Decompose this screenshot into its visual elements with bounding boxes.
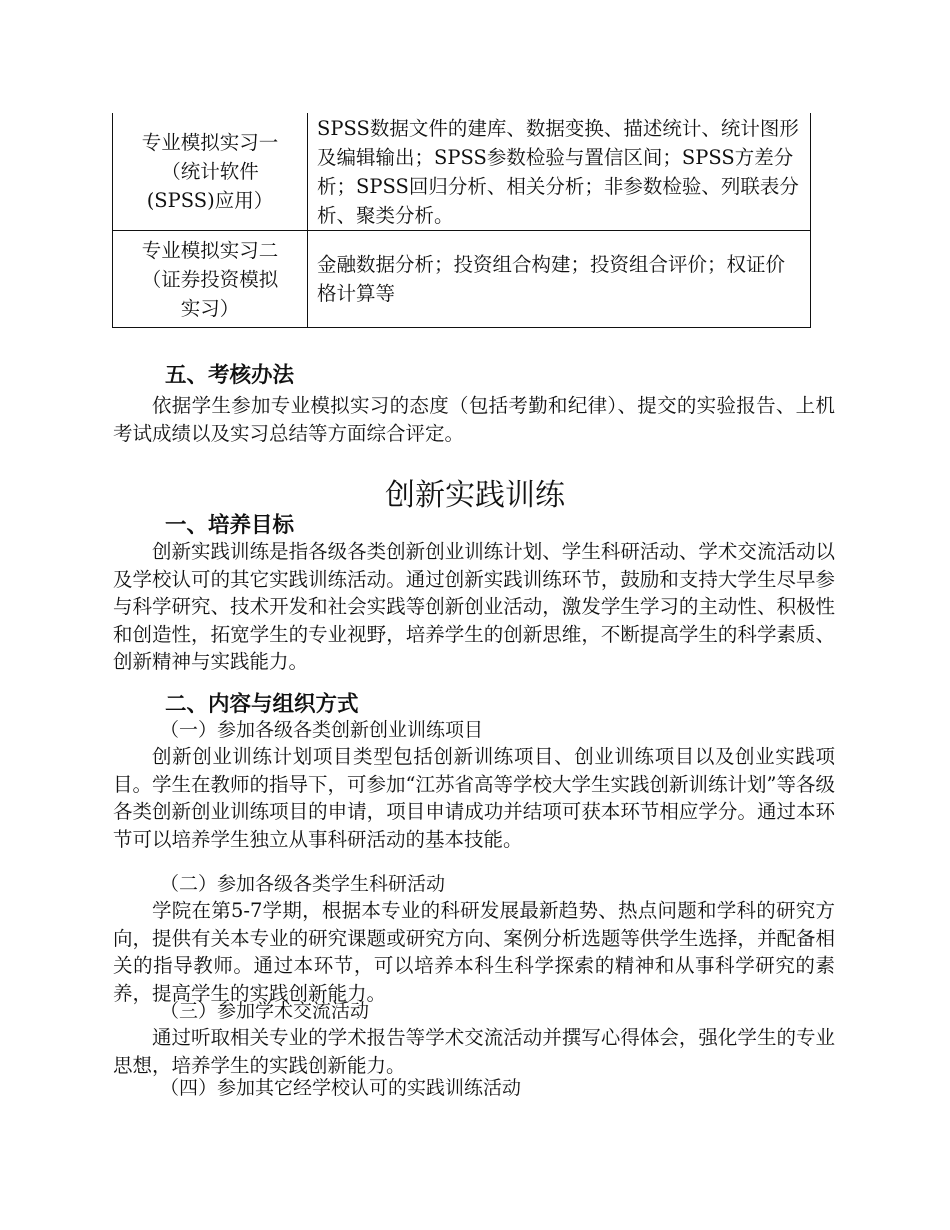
subsection-heading: （一）参加各级各类创新创业训练项目 bbox=[160, 719, 484, 741]
table-row bbox=[113, 113, 811, 231]
course-name-line: 专业模拟实习一 bbox=[141, 131, 279, 154]
section5-heading: 五、考核办法 bbox=[165, 363, 295, 388]
page-title: 创新实践训练 bbox=[385, 478, 565, 513]
course-name-line: (SPSS)应用） bbox=[146, 189, 274, 212]
table-row bbox=[113, 231, 811, 328]
subsection-heading: （二）参加各级各类学生科研活动 bbox=[160, 873, 446, 895]
course-name-line: （统计软件 bbox=[161, 160, 259, 183]
subsection-body: 通过听取相关专业的学术报告等学术交流活动并撰写心得体会，强化学生的专业思想，培养学生的实践创新能力。 bbox=[113, 1026, 835, 1077]
course-name-line: 实习） bbox=[180, 296, 240, 320]
subsection-heading: （四）参加其它经学校认可的实践训练活动 bbox=[160, 1077, 522, 1099]
section1-body: 创新实践训练是指各级各类创新创业训练计划、学生科研活动、学术交流活动以及学校认可的其它实践训练活动。通过创新实践训练环节，鼓励和支持大学生尽早参与科学研究、技术开发和社会实践等创新创业活动，激发学生学习的主动性、积极性和创造性，拓宽学生的专业视野，培养学生的创新思维，不断提高学生的科学素质、创新精神与实践能力。 bbox=[113, 540, 835, 673]
course-name-line: （证券投资模拟 bbox=[141, 267, 279, 291]
subsection-body: 创新创业训练计划项目类型包括创新训练项目、创业训练项目以及创业实践项目。学生在教师的指导下，可参加“江苏省高等学校大学生实践创新训练计划”等各级各类创新创业训练项目的申请，项目申请成功并结项可获本环节相应学分。通过本环节可以培养学生独立从事科研活动的基本技能。 bbox=[113, 745, 835, 851]
course-name-cell bbox=[113, 113, 308, 231]
section5-body: 依据学生参加专业模拟实习的态度（包括考勤和纪律）、提交的实验报告、上机考试成绩以及实习总结等方面综合评定。 bbox=[113, 394, 835, 445]
course-content-cell: SPSS数据文件的建库、数据变换、描述统计、统计图形及编辑输出；SPSS参数检验与置信区间；SPSS方差分析；SPSS回归分析、相关分析；非参数检验、列联表分析、聚类分析。 bbox=[308, 113, 811, 231]
course-content-cell: 金融数据分析；投资组合构建；投资组合评价；权证价格计算等 bbox=[308, 231, 811, 328]
course-name-line: 专业模拟实习二 bbox=[141, 238, 279, 262]
subsection-body: 学院在第5-7学期，根据本专业的科研发展最新趋势、热点问题和学科的研究方向，提供有关本专业的研究课题或研究方向、案例分析选题等供学生选择，并配备相关的指导教师。通过本环节，可以培养本科生科学探索的精神和从事科学研究的素养，提高学生的实践创新能力。 bbox=[113, 899, 835, 1005]
course-name-cell bbox=[113, 231, 308, 328]
section2-heading: 二、内容与组织方式 bbox=[165, 692, 359, 717]
internship-table bbox=[112, 113, 811, 328]
section1-heading: 一、培养目标 bbox=[165, 513, 295, 538]
subsection-heading: （三）参加学术交流活动 bbox=[160, 1000, 370, 1022]
